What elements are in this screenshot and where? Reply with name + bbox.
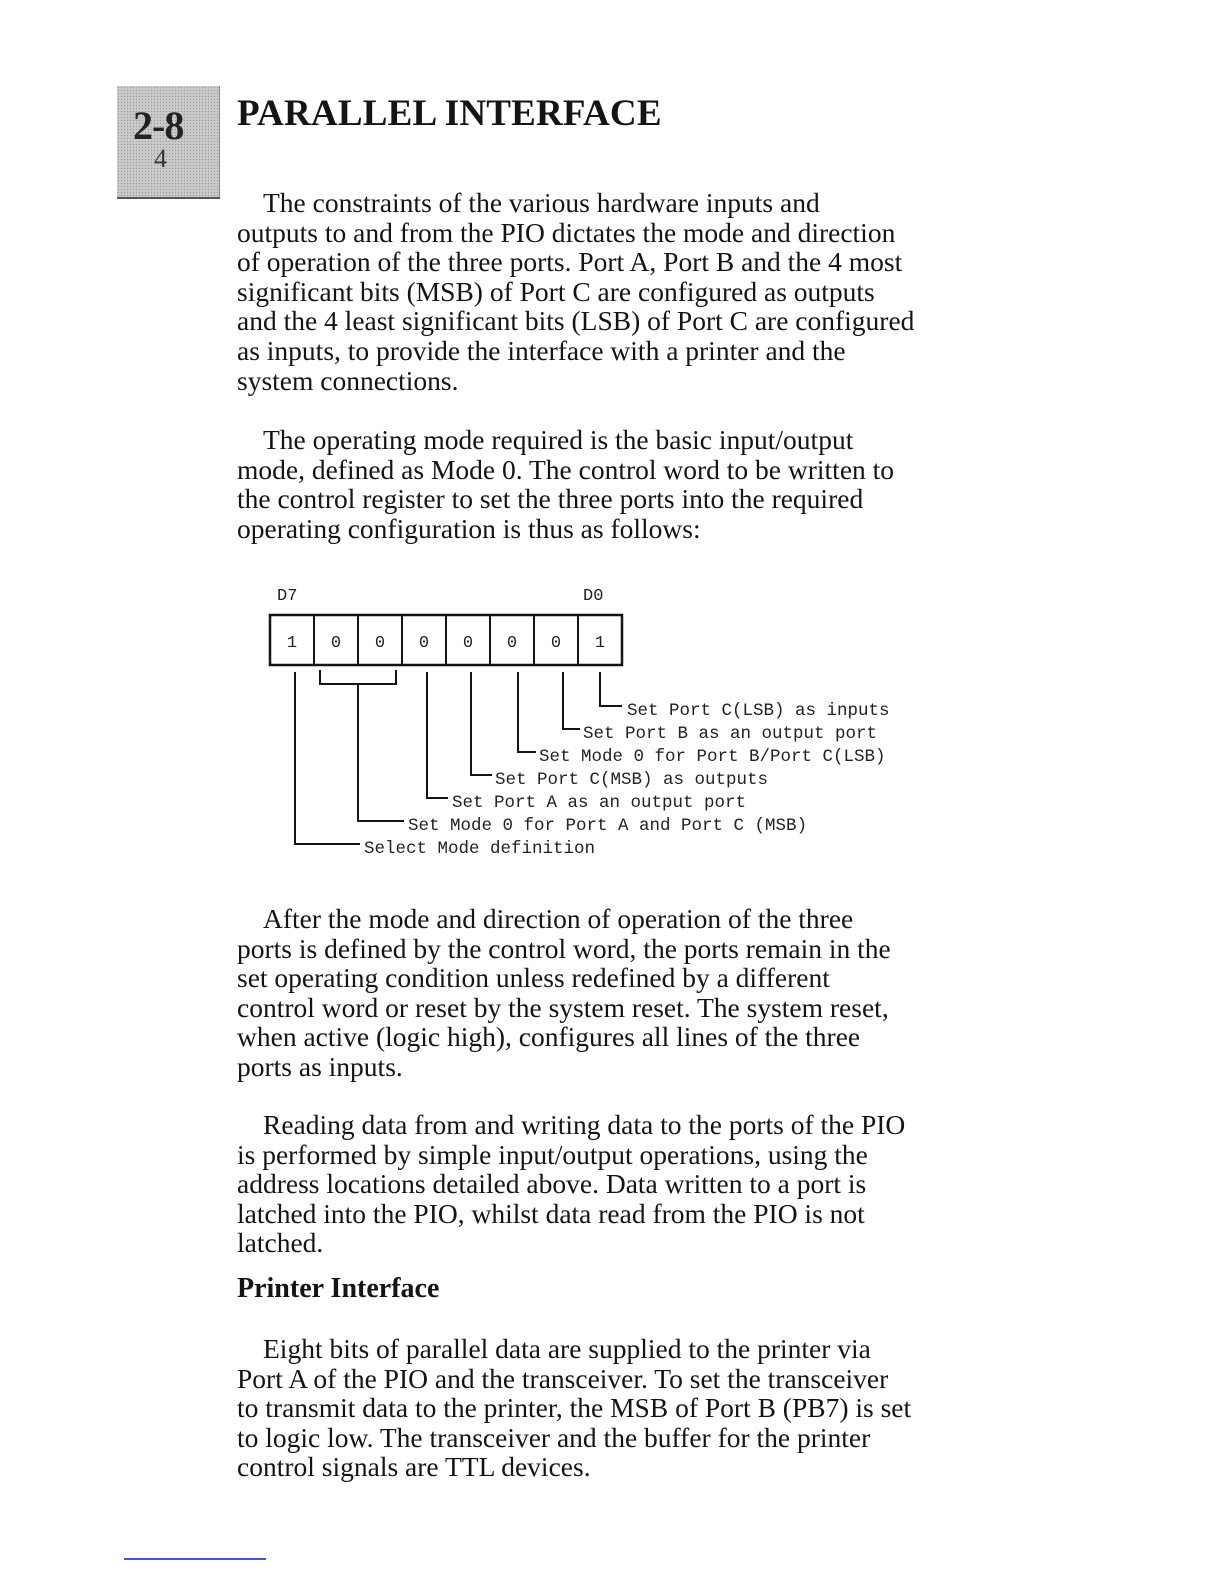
page-title: PARALLEL INTERFACE — [237, 93, 662, 134]
section-subnumber: 4 — [154, 144, 167, 173]
paragraph-after-mode: After the mode and direction of operation of the three ports is defined by the control word, the ports remain in the set operating condition unless redefined by a different control word or reset by the system reset. The system reset, when active (logic high), configures all lines of the three ports as inputs. — [237, 903, 891, 1082]
annotation-d0: Set Port C(LSB) as inputs — [627, 701, 890, 721]
annotation-d4: Set Port A as an output port — [452, 793, 747, 813]
bit-value-d3: 0 — [462, 634, 474, 653]
leader-d7 — [295, 672, 360, 844]
bit-value-d6: 0 — [330, 634, 342, 653]
annotation-d5-d6: Set Mode 0 for Port A and Port C (MSB) — [408, 816, 808, 836]
bracket-d5-d6 — [320, 670, 396, 684]
leader-d2 — [518, 672, 536, 752]
section-heading-printer-interface: Printer Interface — [237, 1273, 440, 1304]
bit-value-d5: 0 — [374, 634, 386, 653]
bit-value-d1: 0 — [550, 634, 562, 653]
paragraph-reading-data: Reading data from and writing data to the ports of the PIO is performed by simple input/output operations, using the address locations detailed above. Data written to a port is latched into the PIO, whilst data read from the PIO is not latched. — [237, 1109, 906, 1259]
leader-d1 — [563, 672, 580, 729]
bit-value-d4: 0 — [418, 634, 430, 653]
section-number: 2-8 — [133, 103, 184, 148]
footer-rule — [124, 1558, 266, 1560]
paragraph-operating-mode: The operating mode required is the basic input/output mode, defined as Mode 0. The control word to be written to the control register to set the three ports into the required operating configuration is thus as follows: — [237, 424, 895, 544]
msb-label: D7 — [277, 587, 298, 606]
annotation-d3: Set Port C(MSB) as outputs — [495, 770, 769, 790]
annotation-d1: Set Port B as an output port — [583, 724, 878, 744]
bit-value-d2: 0 — [506, 634, 518, 653]
annotation-d7: Select Mode definition — [364, 839, 596, 859]
lsb-label: D0 — [583, 587, 604, 606]
bit-value-d0: 1 — [594, 634, 606, 653]
leader-d4 — [427, 672, 448, 798]
annotation-d2: Set Mode 0 for Port B/Port C(LSB) — [539, 747, 886, 767]
leader-d0 — [600, 672, 622, 706]
bit-value-d7: 1 — [286, 634, 298, 653]
paragraph-constraints: The constraints of the various hardware inputs and outputs to and from the PIO dictates the mode and direction of operation of the three ports. Port A, Port B and the 4 most significant bits (MSB) of Port C are configured as outputs and the 4 least significant bits (LSB) of Port C are configured as inputs, to provide the interface with a printer and the system connections. — [237, 187, 915, 396]
leader-d3 — [471, 672, 492, 775]
paragraph-printer-interface: Eight bits of parallel data are supplied to the printer via Port A of the PIO and the transceiver. To set the transceiver to transmit data to the printer, the MSB of Port B (PB7) is set to logic low. The transceiver and the buffer for the printer control signals are TTL devices. — [237, 1333, 912, 1483]
leader-d5-d6 — [358, 684, 404, 821]
